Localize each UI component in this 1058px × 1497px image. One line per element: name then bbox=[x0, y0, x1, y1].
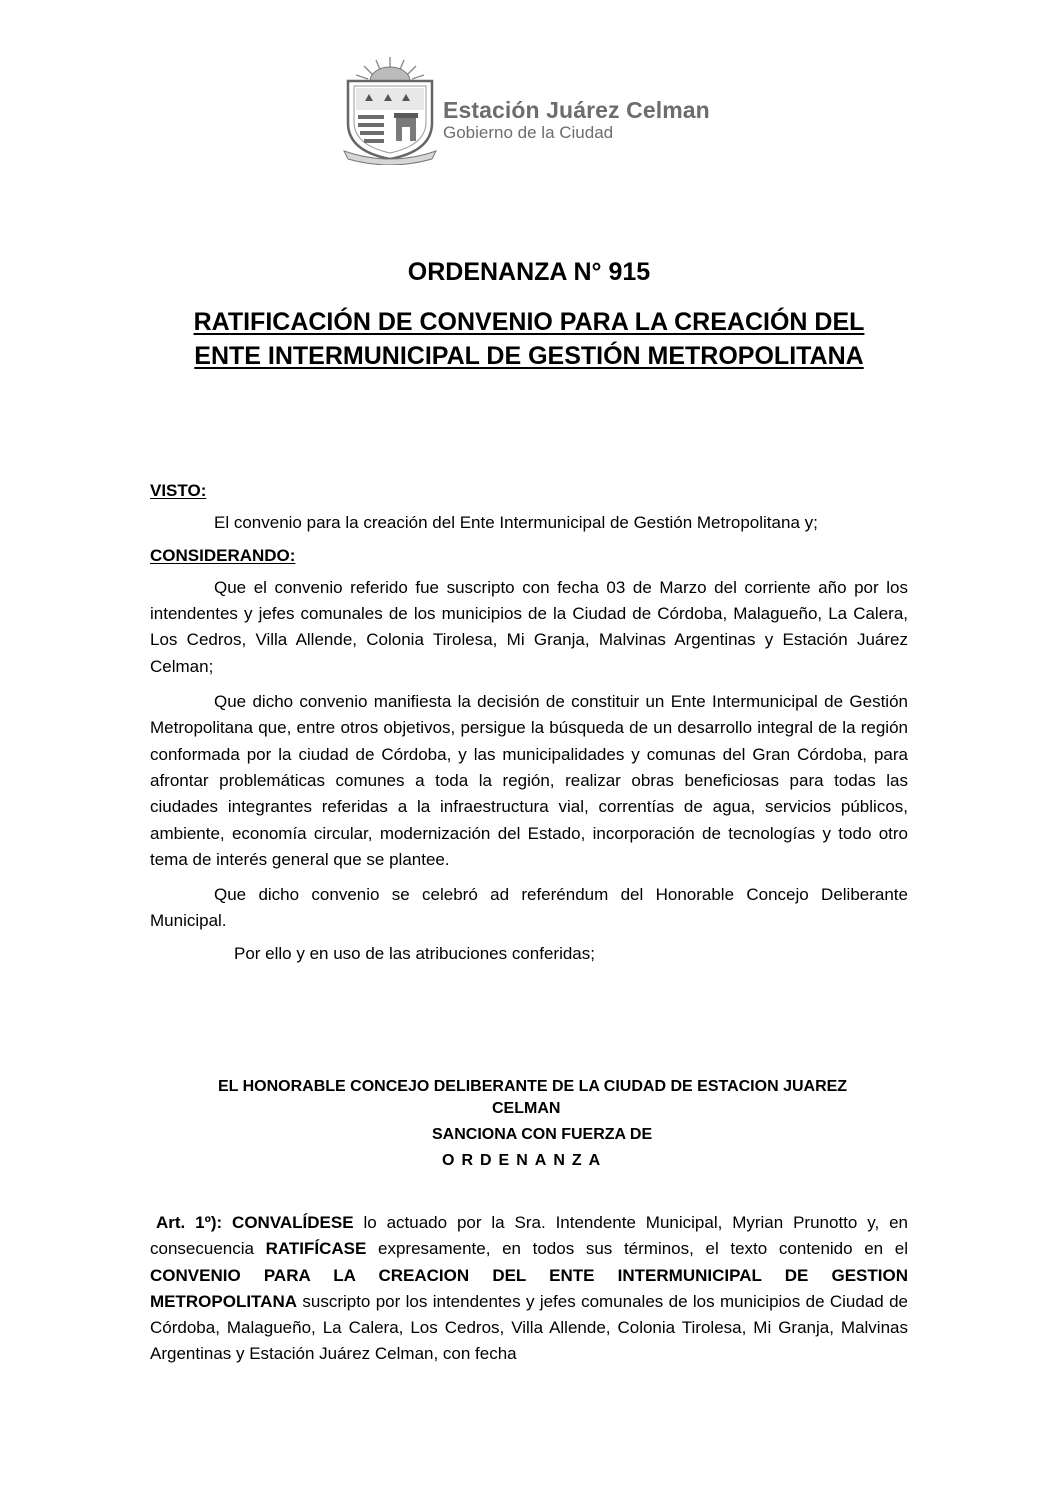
municipal-seal-icon bbox=[340, 55, 440, 165]
ordinance-title bbox=[0, 305, 1058, 373]
sanction-line-1: EL HONORABLE CONCEJO DELIBERANTE DE LA CIUDAD DE ESTACION JUAREZ bbox=[218, 1078, 848, 1095]
article-1-label: Art. 1º): bbox=[156, 1213, 223, 1232]
considerando-paragraph-4: Por ello y en uso de las atribuciones conferidas; bbox=[234, 943, 595, 963]
document-body bbox=[150, 478, 908, 967]
brand-block bbox=[443, 97, 710, 143]
article-1-bold-2: RATIFÍCASE bbox=[265, 1239, 367, 1259]
ordinance-title-line-2: ENTE INTERMUNICIPAL DE GESTIÓN METROPOLITANA bbox=[194, 342, 864, 370]
sanction-block bbox=[150, 1076, 908, 1172]
visto-heading: VISTO: bbox=[150, 481, 207, 500]
article-1-text-2: expresamente, en todos sus términos, el texto contenido en el bbox=[366, 1239, 909, 1259]
article-1-text-1: lo actuado por la Sra. Intendente Municipal, Myrian Prunotto y, en consecuencia bbox=[150, 1213, 908, 1259]
considerando-heading: CONSIDERANDO: bbox=[150, 545, 296, 565]
letterhead bbox=[340, 55, 760, 165]
considerando-paragraph-3: Que dicho convenio se celebró ad referéndum del Honorable Concejo Deliberante Municipal. bbox=[150, 885, 908, 931]
considerando-paragraph-2: Que dicho convenio manifiesta la decisión de constituir un Ente Intermunicipal de Gestión Metropolitana que, entre otros objetivos, persigue la búsqueda de un desarrollo integral de la región conformada por la ciudad de Córdoba, y las municipalidades y comunas del Gran Córdoba, para afrontar problemáticas comunes a toda la región, realizar obras beneficiosas para todas las ciudades integrantes referidas a la infraestructura vial, correntías de agua, servicios públicos, ambiente, economía circular, modernización del Estado, incorporación de tecnologías y todo otro tema de interés general que se plantee. bbox=[150, 692, 908, 869]
ordinance-number: ORDENANZA N° 915 bbox=[407, 258, 651, 286]
article-1-bold-1: CONVALÍDESE bbox=[232, 1213, 354, 1232]
ordinance-title-line-1: RATIFICACIÓN DE CONVENIO PARA LA CREACIÓN DEL bbox=[193, 308, 865, 336]
sanction-line-3: SANCIONA CON FUERZA DE bbox=[432, 1126, 653, 1143]
considerando-paragraph-1: Que el convenio referido fue suscripto con fecha 03 de Marzo del corriente año por los intendentes y jefes comunales de los municipios de la Ciudad de Córdoba, Malagueño, La Calera, Los Cedros, Villa Allende, Colonia Tirolesa, Mi Granja, Malvinas Argentinas y Estación Juárez Celman; bbox=[150, 577, 908, 676]
article-1-bold-3: CONVENIO PARA LA CREACION DEL ENTE INTERMUNICIPAL DE GESTION METROPOLITANA bbox=[150, 1265, 908, 1311]
article-1 bbox=[150, 1210, 908, 1368]
sanction-line-4: ORDENANZA bbox=[442, 1152, 608, 1169]
municipality-name: Estación Juárez Celman bbox=[443, 97, 710, 123]
sanction-line-2: CELMAN bbox=[492, 1100, 561, 1117]
article-1-text-3: suscripto por los intendentes y jefes comunales de los municipios de Ciudad de Córdoba, Malagueño, La Calera, Los Cedros, Villa Allende, Colonia Tirolesa, Mi Granja, Malvinas Argentinas y Estación Juárez Celman, con fecha bbox=[150, 1291, 908, 1364]
municipality-subtitle: Gobierno de la Ciudad bbox=[443, 123, 614, 142]
visto-text: El convenio para la creación del Ente Intermunicipal de Gestión Metropolitana y; bbox=[214, 513, 818, 533]
